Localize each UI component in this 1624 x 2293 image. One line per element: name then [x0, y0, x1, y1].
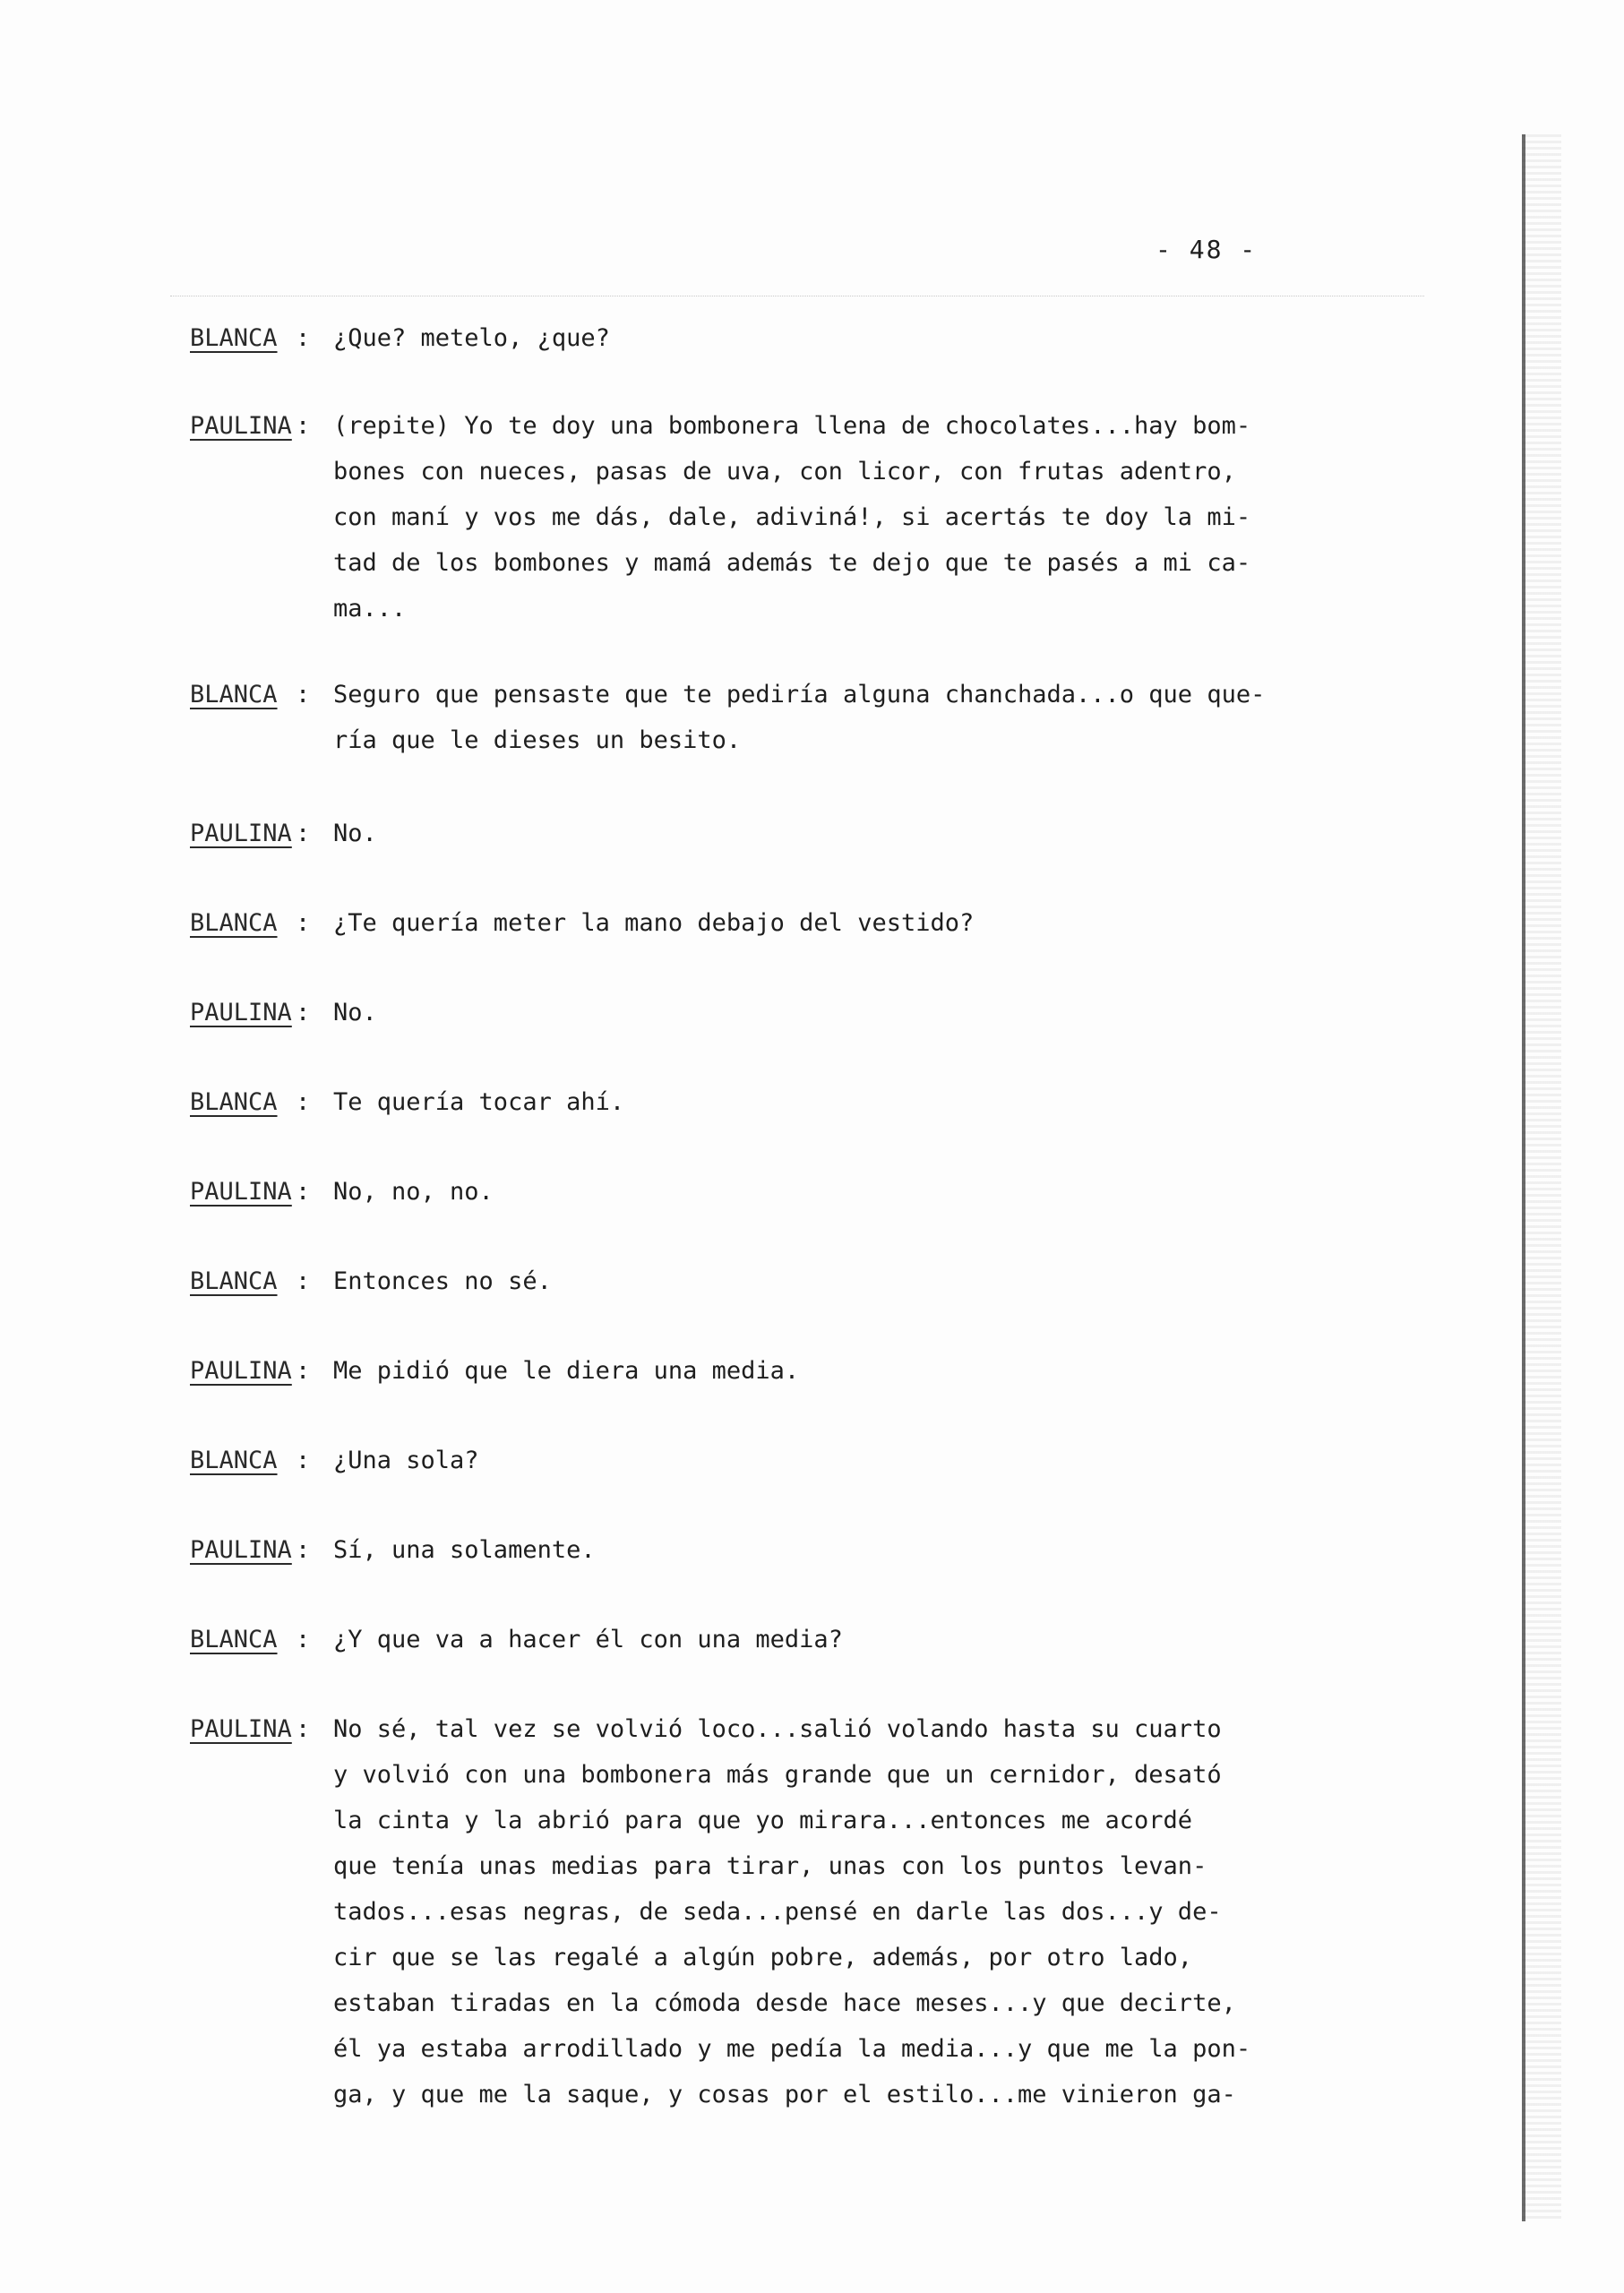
- speaker-name: BLANCA: [190, 1267, 278, 1295]
- speaker-name: PAULINA: [190, 1357, 292, 1385]
- speech-text: No.: [333, 999, 377, 1026]
- speaker-colon: :: [296, 820, 311, 847]
- speaker-name: BLANCA: [190, 1447, 278, 1474]
- dialogue-entry: [190, 811, 1336, 856]
- speaker-colon: :: [296, 1447, 311, 1474]
- speaker-name: PAULINA: [190, 1715, 292, 1743]
- dialogue-entry: [190, 1169, 1336, 1215]
- speech-text: Te quería tocar ahí.: [333, 1088, 625, 1116]
- speech-text: ¿Una sola?: [333, 1447, 479, 1474]
- page-number: - 48 -: [1156, 235, 1258, 264]
- speaker-colon: :: [296, 1178, 311, 1206]
- speaker-colon: :: [296, 1088, 311, 1116]
- speaker-colon: :: [296, 1267, 311, 1295]
- speaker-name: BLANCA: [190, 681, 278, 709]
- speaker-name: BLANCA: [190, 1088, 278, 1116]
- speech-text: ¿Que? metelo, ¿que?: [333, 324, 610, 352]
- scan-edge-shadow: [1522, 134, 1561, 2221]
- scan-edge-line: [1522, 134, 1525, 2221]
- speech-text: No, no, no.: [333, 1178, 494, 1206]
- speech-text: Sí, una solamente.: [333, 1536, 596, 1564]
- speaker-colon: :: [296, 1536, 311, 1564]
- speaker-name: BLANCA: [190, 909, 278, 937]
- dialogue-entry: [190, 1348, 1336, 1394]
- speaker-colon: :: [296, 681, 311, 709]
- speech-text: Entonces no sé.: [333, 1267, 552, 1295]
- dialogue-entry: [190, 1258, 1336, 1304]
- speaker-name: PAULINA: [190, 999, 292, 1026]
- dialogue-entry: [190, 900, 1336, 946]
- speaker-colon: :: [296, 324, 311, 352]
- dialogue-entry: [190, 403, 1336, 631]
- speech-text: ¿Te quería meter la mano debajo del vestido?: [333, 909, 975, 937]
- speaker-name: PAULINA: [190, 412, 292, 440]
- dialogue-entry: [190, 1706, 1336, 2117]
- speaker-name: PAULINA: [190, 820, 292, 847]
- speaker-name: PAULINA: [190, 1178, 292, 1206]
- speech-text: No sé, tal vez se volvió loco...salió volando hasta su cuarto y volvió con una bombonera más grande que un cernidor, desató la cinta y la abrió para que yo mirara...entonces me acordé que tenía unas medias para tirar, unas con los puntos levan- tados...esas negras, de seda...pensé en darle las dos...y de- cir que se las regalé a algún pobre, además, por otro lado, estaban tiradas en la cómoda desde hace meses...y que decirte, él ya estaba arrodillado y me pedía la media...y que me la pon- ga, y que me la saque, y cosas por el estilo...me vinieron ga-: [333, 1715, 1251, 2108]
- speaker-colon: :: [296, 1715, 311, 1743]
- speech-text: Seguro que pensaste que te pediría alguna chanchada...o que que- ría que le dieses un besito.: [333, 681, 1266, 754]
- speaker-colon: :: [296, 1357, 311, 1385]
- speaker-name: PAULINA: [190, 1536, 292, 1564]
- speaker-colon: :: [296, 412, 311, 440]
- speaker-colon: :: [296, 909, 311, 937]
- dialogue-entry: [190, 1617, 1336, 1662]
- dialogue-entry: [190, 1438, 1336, 1483]
- speech-text: (repite) Yo te doy una bombonera llena de chocolates...hay bom- bones con nueces, pasas de uva, con licor, con frutas adentro, con maní y vos me dás, dale, adiviná!, si acertás te doy la mi- tad de los bombones y mamá además te dejo que te pasés a mi ca- ma...: [333, 412, 1251, 623]
- speaker-colon: :: [296, 1626, 311, 1653]
- dialogue-entry: [190, 315, 1336, 361]
- speech-text: No.: [333, 820, 377, 847]
- dialogue-entry: [190, 672, 1336, 763]
- dialogue-entry: [190, 1527, 1336, 1573]
- speaker-name: BLANCA: [190, 1626, 278, 1653]
- speech-text: ¿Y que va a hacer él con una media?: [333, 1626, 843, 1653]
- dialogue-entry: [190, 1079, 1336, 1125]
- dialogue-entry: [190, 990, 1336, 1035]
- speaker-colon: :: [296, 999, 311, 1026]
- speaker-name: BLANCA: [190, 324, 278, 352]
- speech-text: Me pidió que le diera una media.: [333, 1357, 800, 1385]
